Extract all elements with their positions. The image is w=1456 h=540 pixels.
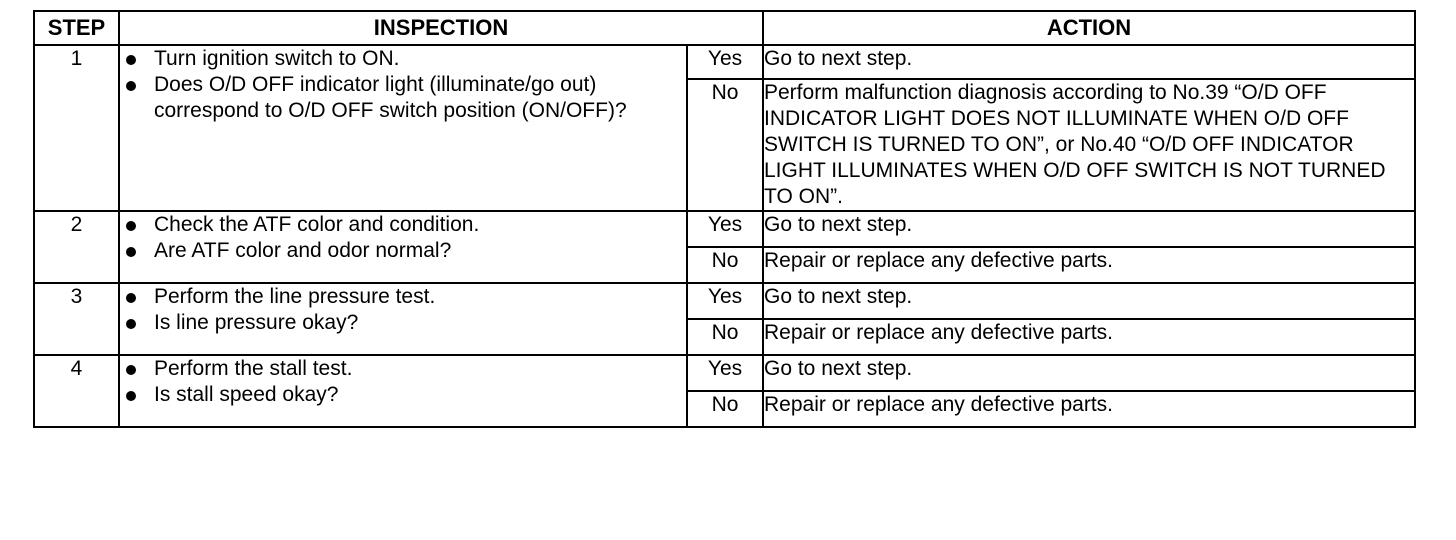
no-action: Repair or replace any defective parts. [763,319,1415,355]
step-row-4-yes [34,355,1415,391]
bullet-icon [126,221,136,231]
header-inspection: INSPECTION [119,11,763,45]
bullet-icon [126,81,136,91]
inspection-list [120,284,686,336]
yes-action: Go to next step. [763,45,1415,79]
inspection-item: Does O/D OFF indicator light (illuminate/go out) correspond to O/D OFF switch position (ON/OFF)? [120,72,686,124]
bullet-icon [126,319,136,329]
yes-action: Go to next step. [763,355,1415,391]
header-action: ACTION [763,11,1415,45]
no-label: No [687,79,763,211]
inspection-item: Is line pressure okay? [120,310,686,336]
inspection-item: Are ATF color and odor normal? [120,238,686,264]
step-number: 3 [34,283,119,355]
no-label: No [687,391,763,427]
yes-label: Yes [687,355,763,391]
yes-label: Yes [687,283,763,319]
bullet-icon [126,247,136,257]
no-label: No [687,319,763,355]
header-row [34,11,1415,45]
bullet-icon [126,391,136,401]
step-number: 1 [34,45,119,211]
no-label: No [687,247,763,283]
inspection-item: Check the ATF color and condition. [120,212,686,238]
bullet-icon [126,293,136,303]
yes-action: Go to next step. [763,283,1415,319]
step-row-3-yes [34,283,1415,319]
inspection-list [120,46,686,124]
inspection-item: Perform the stall test. [120,356,686,382]
step-number: 2 [34,211,119,283]
inspection-item: Perform the line pressure test. [120,284,686,310]
inspection-cell [119,355,687,427]
yes-label: Yes [687,211,763,247]
bullet-icon [126,365,136,375]
inspection-list [120,356,686,408]
no-action: Repair or replace any defective parts. [763,391,1415,427]
inspection-cell [119,45,687,211]
bullet-icon [126,55,136,65]
yes-label: Yes [687,45,763,79]
header-step: STEP [34,11,119,45]
inspection-cell [119,283,687,355]
step-row-2-yes [34,211,1415,247]
yes-action: Go to next step. [763,211,1415,247]
inspection-item: Turn ignition switch to ON. [120,46,686,72]
no-action: Perform malfunction diagnosis according to No.39 “O/D OFF INDICATOR LIGHT DOES NOT ILLUMINATE WHEN O/D OFF SWITCH IS TURNED TO ON”, or No.40 “O/D OFF INDICATOR LIGHT ILLUMINATES WHEN O/D OFF SWITCH IS NOT TURNED TO ON”. [763,79,1415,211]
inspection-cell [119,211,687,283]
diagnosis-table [33,10,1416,428]
no-action: Repair or replace any defective parts. [763,247,1415,283]
inspection-list [120,212,686,264]
inspection-item: Is stall speed okay? [120,382,686,408]
step-number: 4 [34,355,119,427]
step-row-1-yes [34,45,1415,79]
